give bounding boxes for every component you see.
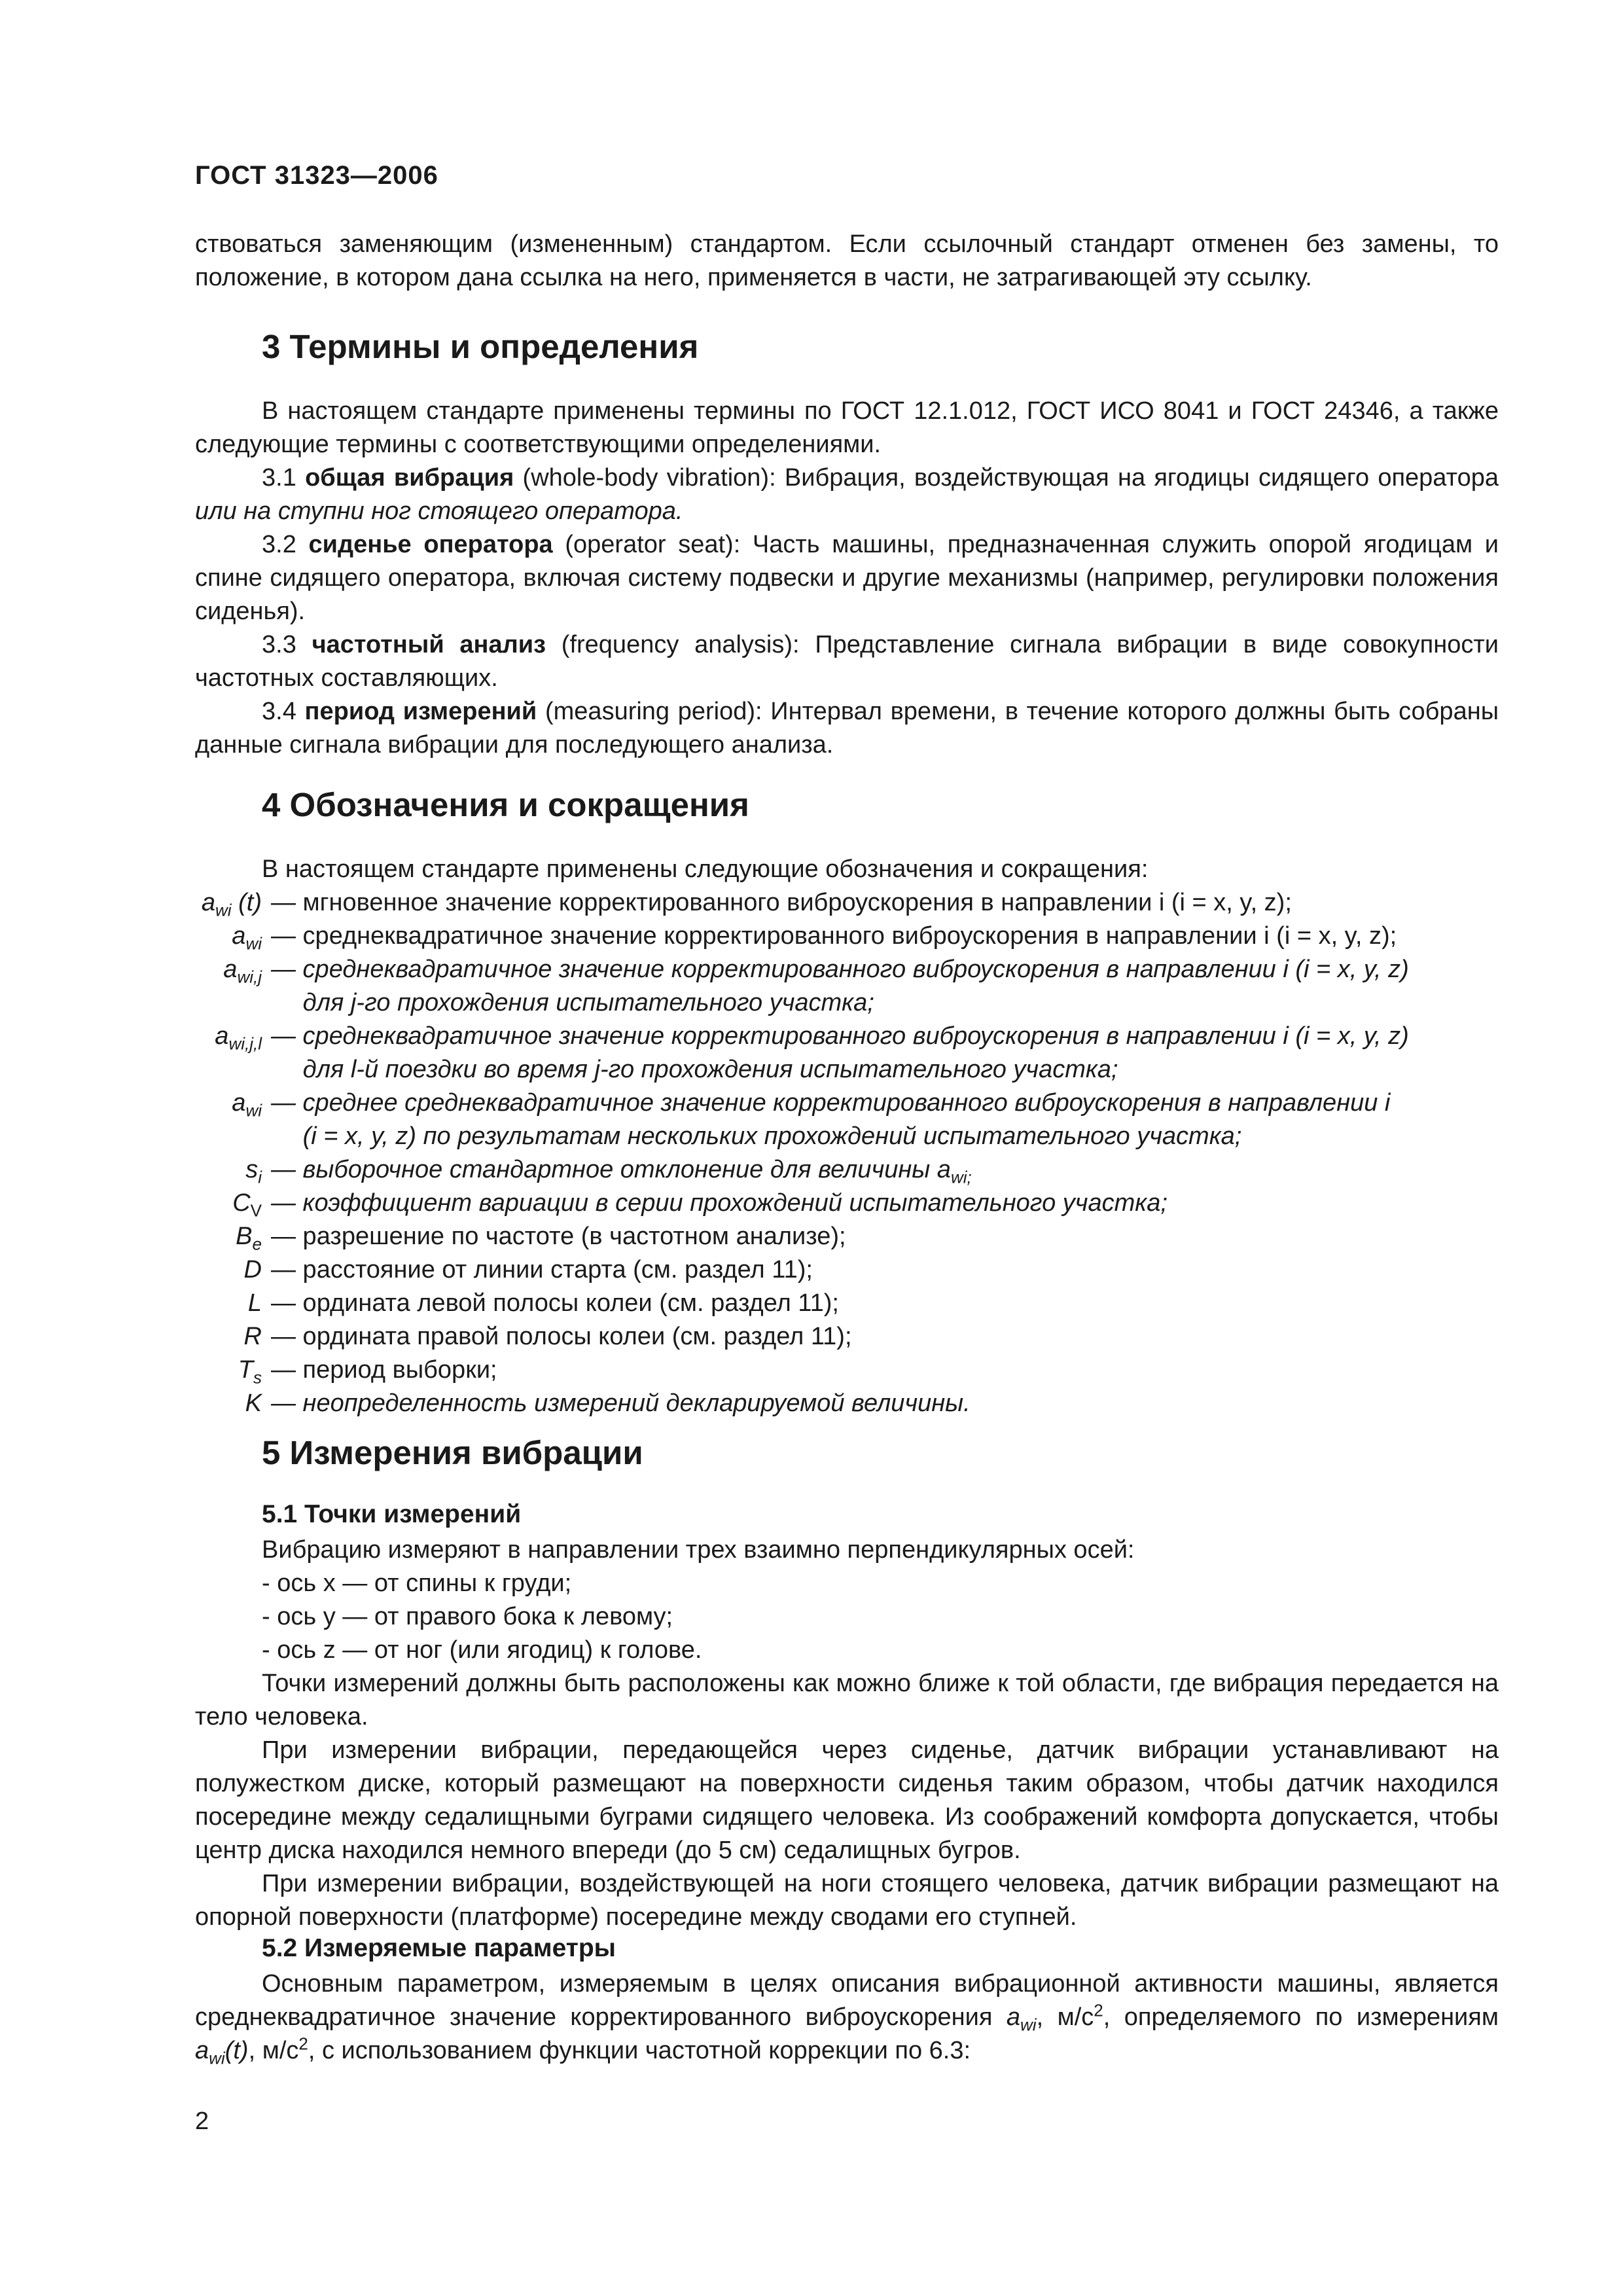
symbol-def: — среднеквадратичное значение корректированного виброускорения в направлении i (i = x, y, z); (271, 922, 1397, 950)
term-3-4: 3.4 период измерений (measuring period): Интервал времени, в течение которого должны быть собраны данные сигнала вибрации для последующего анализа. (195, 698, 1499, 759)
symbol-def: — среднеквадратичное значение корректированного виброускорения в направлении i (i = x, y, z) (271, 1022, 1409, 1050)
symbol-def: — выборочное стандартное отклонение для величины $a_{wi;}$ (271, 1156, 972, 1187)
symbol-def-cont: (i = x, y, z) по результатам нескольких прохождений испытательного участка; (302, 1122, 1242, 1150)
symbol-ts: $T_s$ (238, 1356, 262, 1388)
section-5-title: 5 Измерения вибрации (262, 1434, 643, 1471)
symbol-awij: $a_{wi,j}$ (223, 956, 262, 987)
symbol-def-cont: для l-й поездки во время j-го прохождения испытательного участка; (302, 1056, 1118, 1083)
symbol-r: R (243, 1323, 262, 1350)
subsection-5-2-title: 5.2 Измеряемые параметры (262, 1934, 616, 1962)
symbol-def-cont: для j-го прохождения испытательного участка; (302, 989, 874, 1016)
page-number: 2 (195, 2108, 209, 2135)
axis-y-item: - ось y — от правого бока к левому; (262, 1603, 673, 1630)
term-3-3: 3.3 частотный анализ (frequency analysis): Представление сигнала вибрации в виде совокупности частотных составляющих. (195, 631, 1499, 692)
symbol-d: D (243, 1256, 262, 1283)
term-3-2: 3.2 сиденье оператора (operator seat): Часть машины, предназначенная служить опорой ягодицам и спине сидящего оператора, включая систему подвески и другие механизмы (например, регулировки положения сиденья). (195, 531, 1499, 625)
symbol-def: — среднеквадратичное значение корректированного виброускорения в направлении i (i = x, y, z) (271, 956, 1409, 983)
symbol-awi-mean: $a_{wi}$ (232, 1089, 262, 1121)
term-3-1: 3.1 общая вибрация (whole-body vibration): Вибрация, воздействующая на ягодицы сидящего оператора или на ступни ног стоящего оператора. (195, 464, 1499, 525)
paragraph-axes-intro: Вибрацию измеряют в направлении трех взаимно перпендикулярных осей: (262, 1536, 1135, 1564)
axis-z-item: - ось z — от ног (или ягодиц) к голове. (262, 1636, 702, 1664)
section-5-1-body (195, 1534, 1499, 1934)
axis-x-item: - ось x — от спины к груди; (262, 1570, 572, 1597)
symbols-list (0, 886, 1623, 1417)
subsection-5-1-title: 5.1 Точки измерений (262, 1500, 522, 1528)
symbol-si: $s_i$ (245, 1156, 262, 1187)
symbol-awi: $a_{wi}$ (232, 922, 262, 954)
symbol-def: — коэффициент вариации в серии прохождений испытательного участка; (271, 1189, 1168, 1217)
symbol-def: — период выборки; (271, 1356, 497, 1384)
symbol-def: — расстояние от линии старта (см. раздел 11); (271, 1256, 813, 1283)
section-3-intro: В настоящем стандарте применены термины по ГОСТ 12.1.012, ГОСТ ИСО 8041 и ГОСТ 24346, а также следующие термины с соответствующими определениями. (195, 397, 1499, 458)
symbol-be: $B_e$ (236, 1223, 262, 1254)
symbol-awi-t: $a_{wi}$ (t) (201, 889, 262, 920)
symbol-def: — неопределенность измерений декларируемой величины. (271, 1390, 971, 1417)
intro-paragraph: ствоваться заменяющим (измененным) стандартом. Если ссылочный стандарт отменен без замены, то положение, в котором дана ссылка на него, применяется в части, не затрагивающей эту ссылку. (195, 230, 1499, 291)
document-header: ГОСТ 31323—2006 (195, 161, 438, 190)
section-4-title: 4 Обозначения и сокращения (262, 786, 749, 823)
paragraph-measurement-points: Точки измерений должны быть расположены как можно ближе к той области, где вибрация передается на тело человека. (195, 1670, 1499, 1731)
symbol-def: — ордината правой полосы колеи (см. раздел 11); (271, 1323, 852, 1350)
section-3-body (195, 395, 1499, 762)
symbol-def: — разрешение по частоте (в частотном анализе); (271, 1223, 846, 1250)
symbol-l: L (247, 1289, 262, 1317)
symbol-k: K (245, 1390, 262, 1417)
symbol-def: — мгновенное значение корректированного виброускорения в направлении i (i = x, y, z); (271, 889, 1292, 916)
paragraph-standing-sensor: При измерении вибрации, воздействующей на ноги стоящего человека, датчик вибрации размещают на опорной поверхности (платформе) посередине между сводами его ступней. (195, 1870, 1499, 1931)
symbol-cv: $C_V$ (232, 1189, 262, 1221)
symbol-def: — ордината левой полосы колеи (см. раздел 11); (271, 1289, 839, 1317)
symbol-awijl: $a_{wi,j,l}$ (215, 1022, 262, 1054)
paragraph-measured-params: Основным параметром, измеряемым в целях описания вибрационной активности машины, является среднеквадратичное значение корректированного виброускорения $a_{wi}$, $м/с^2$, определяемого по измерениям $a_{wi}(t)$, $м/с^2$, с использованием функции частотной коррекции по 6.3: (195, 1970, 1499, 2068)
paragraph-seat-sensor: При измерении вибрации, передающейся через сиденье, датчик вибрации устанавливают на полужестком диске, который размещают на поверхности сиденья таким образом, чтобы датчик находился посередине между седалищными буграми сидящего человека. Из соображений комфорта допускается, чтобы центр диска находился немного впереди (до 5 см) седалищных бугров. (195, 1736, 1499, 1864)
section-3-title: 3 Термины и определения (262, 328, 699, 365)
symbol-def: — среднее среднеквадратичное значение корректированного виброускорения в направлении i (271, 1089, 1391, 1117)
section-4-intro: В настоящем стандарте применены следующие обозначения и сокращения: (262, 855, 1149, 883)
